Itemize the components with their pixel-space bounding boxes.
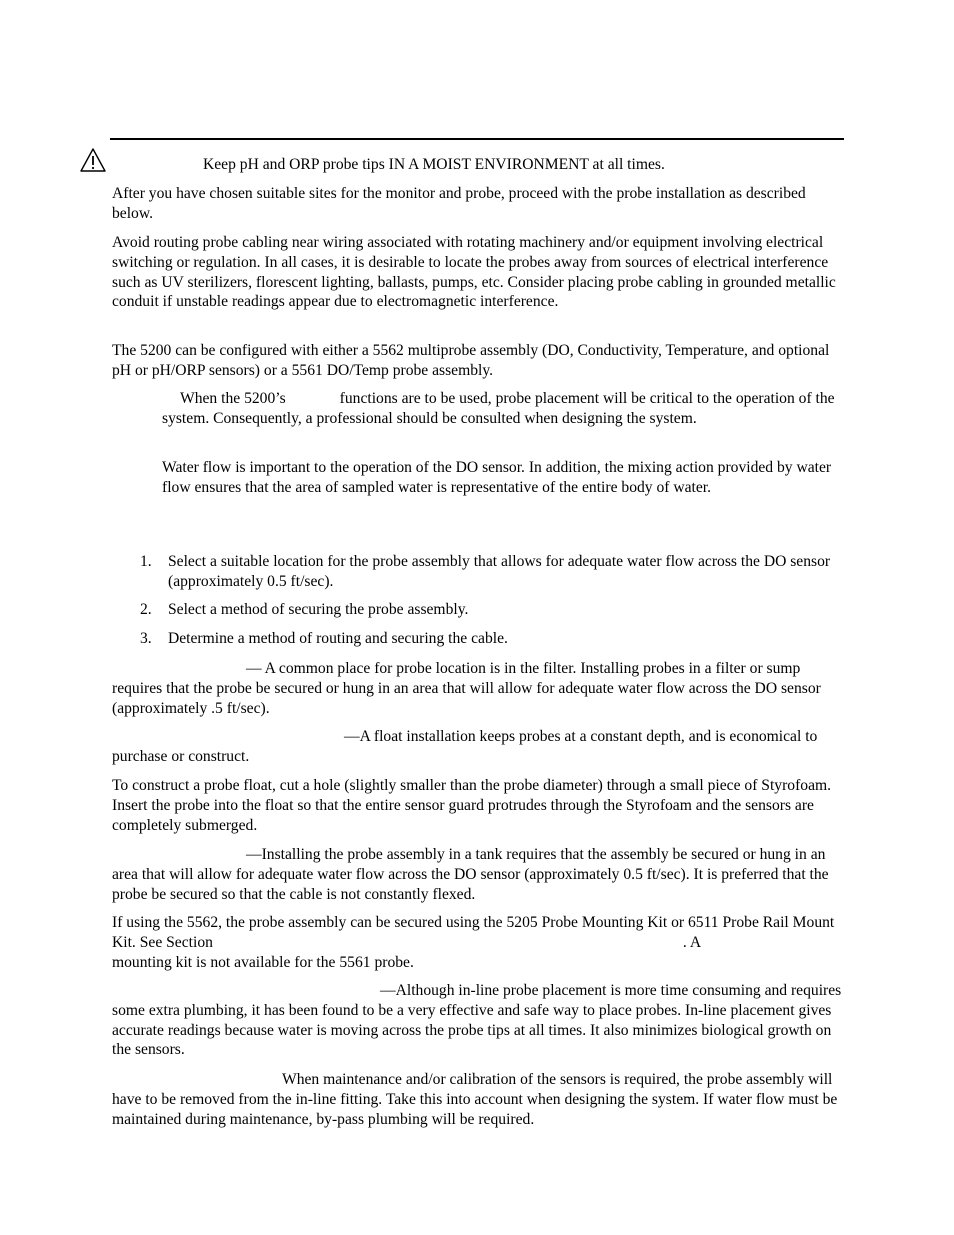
- paragraph-config: The 5200 can be configured with either a 5562 multiprobe assembly (DO, Conductivity, Temperature, and optional pH or pH/ORP sensors) or a 5561 DO/Temp probe assembly.: [112, 342, 830, 379]
- list-text: Select a suitable location for the probe assembly that allows for adequate water flow across the DO sensor (approximately 0.5 ft/sec).: [168, 553, 831, 590]
- section-maintenance: When maintenance and/or calibration of the sensors is required, the probe assembly will have to be removed from the in-line fitting. Take this into account when designing the system. If water flow must be maintained during maintenance, by-pass plumbing will be required.: [112, 1071, 838, 1128]
- mounting-text-a: If using the 5562, the probe assembly can be secured using the 5205 Probe Mounting Kit or 6511 Probe Rail Mount Kit. See Section: [112, 914, 835, 951]
- top-rule: [110, 138, 844, 140]
- note-water-flow: Water flow is important to the operation of the DO sensor. In addition, the mixing action provided by water flow ensures that the area of sampled water is representative of the entire body of water.: [162, 459, 832, 496]
- mounting-text-c: mounting kit is not available for the 5561 probe.: [112, 953, 414, 971]
- section-mounting: [112, 913, 842, 972]
- section-tank: —Installing the probe assembly in a tank requires that the assembly be secured or hung in an area that will allow for adequate water flow across the DO sensor (approximately 0.5 ft/sec). It is preferred that the probe be secured so that the cable is not constantly flexed.: [112, 846, 829, 903]
- section-float: —A float installation keeps probes at a constant depth, and is economical to purchase or construct.: [112, 728, 818, 765]
- warning-triangle-icon: [79, 147, 107, 173]
- list-number: 2.: [140, 601, 152, 618]
- note-placement-rest: functions are to be used, probe placement will be critical to the operation of the system. Consequently, a professional should be consulted when designing the system.: [162, 390, 835, 427]
- note-placement: [162, 389, 842, 429]
- list-text: Select a method of securing the probe assembly.: [168, 601, 469, 618]
- section-filter: — A common place for probe location is in the filter. Installing probes in a filter or sump requires that the probe be secured or hung in an area that will allow for adequate water flow across the DO sensor (approximately .5 ft/sec).: [112, 660, 821, 717]
- section-inline: —Although in-line probe placement is more time consuming and requires some extra plumbing, it has been found to be a very effective and safe way to place probes. In-line placement gives accurate readings because water is moving across the probe tips at all times. It also minimizes biological growth on the sensors.: [112, 982, 842, 1059]
- paragraph-routing: Avoid routing probe cabling near wiring associated with rotating machinery and/or equipment involving electrical switching or regulation. In all cases, it is desirable to locate the probes away from sources of electrical interference such as UV sterilizers, florescent lighting, ballasts, pumps, etc. Consider placing probe cabling in grounded metallic conduit if unstable readings appear due to electromagnetic interference.: [112, 234, 836, 311]
- list-number: 3.: [140, 630, 152, 647]
- list-number: 1.: [140, 553, 152, 570]
- mounting-text-b: . A: [682, 933, 702, 951]
- warning-text: Keep pH and ORP probe tips IN A MOIST ENVIRONMENT at all times.: [203, 156, 665, 173]
- note-placement-lead: When the 5200’s: [180, 390, 286, 407]
- list-text: Determine a method of routing and securing the cable.: [168, 630, 508, 647]
- paragraph-sites: After you have chosen suitable sites for the monitor and probe, proceed with the probe installation as described below.: [112, 185, 806, 222]
- section-float-construct: To construct a probe float, cut a hole (slightly smaller than the probe diameter) through a small piece of Styrofoam. Insert the probe into the float so that the entire sensor guard protrudes through the Styrofoam and the sensors are completely submerged.: [112, 777, 832, 834]
